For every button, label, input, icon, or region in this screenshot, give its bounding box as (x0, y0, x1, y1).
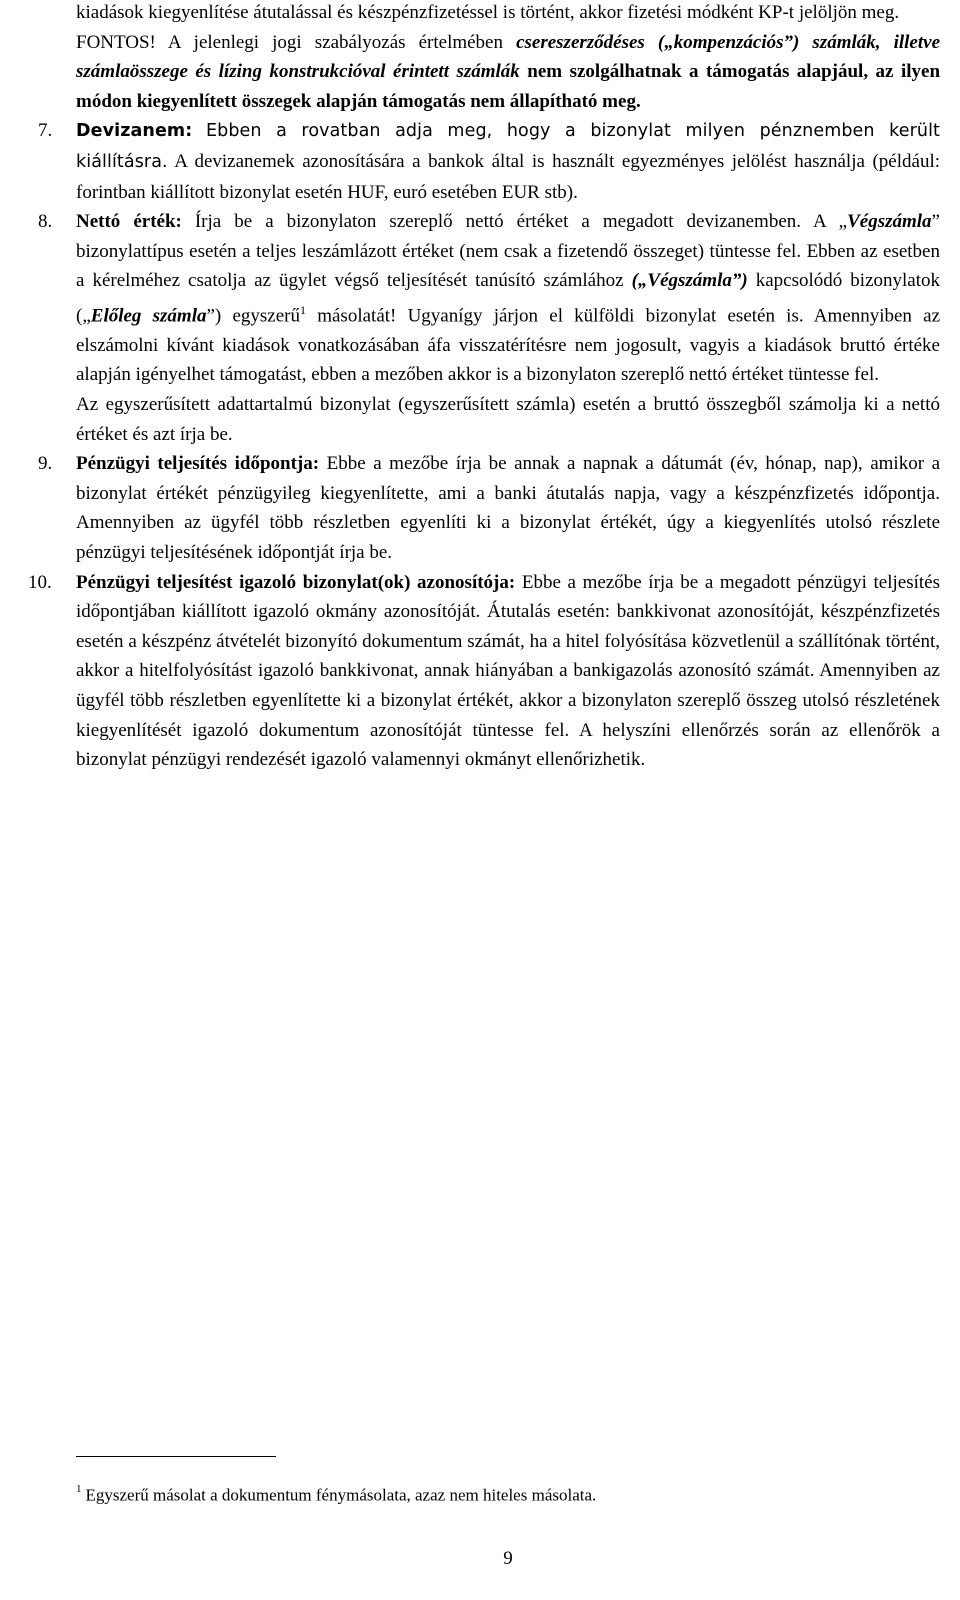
item-label: Pénzügyi teljesítést igazoló bizonylat(ok) azonosítója: (76, 571, 516, 593)
list-item-7 (38, 116, 941, 207)
fontos-paragraph (76, 28, 940, 117)
footnote-ref: 1 (300, 302, 306, 317)
item-italic-eloleg: Előleg számla (90, 305, 207, 327)
intro-line: kiadások kiegyenlítése átutalással és készpénzfizetéssel is történt, akkor fizetési módként KP-t jelöljön meg. (76, 2, 900, 23)
item-label: Nettó érték: (76, 211, 182, 233)
item-text-a: Írja be a bizonylaton szereplő nettó értéket a megadott devizanemben. A „ (194, 211, 848, 233)
page-number: 9 (503, 1548, 513, 1569)
item-number: 7. (38, 120, 53, 142)
item-text-sans: Ebben a rovatban adja meg, hogy a bizonylat milyen pénznemben került kiállításra. (76, 121, 940, 172)
item-text-d: ”) egyszerű (206, 305, 300, 327)
item-text-e: másolatát! Ugyanígy járjon el külföldi bizonylat esetén is. Amennyiben az elszámolni kívánt kiadások vonatkozásában áfa visszatérítésre nem jogosult, vagyis a kiadások bruttó értéke alapján igényelhet támogatást, ebben a mezőben akkor is a bizonylaton szereplő nettó értéket tüntesse fel. (76, 305, 940, 386)
fontos-text: A jelenlegi jogi szabályozás értelmében (167, 31, 503, 53)
fontos-italic: csereszerződéses („kompenzációs”) számlák, illetve számlaösszege és lízing konstrukcióval érintett számlák (76, 31, 940, 83)
item-text-c: kapcsolódó bizonylatok („ (76, 270, 941, 327)
item-text-f: Az egyszerűsített adattartalmú bizonylat (egyszerűsített számla) esetén a bruttó összegből számolja ki a nettó értéket és azt írja be. (76, 394, 940, 445)
footnote-divider (76, 1456, 276, 1457)
item-italic-vegszamla-paren: („Végszámla”) (631, 270, 748, 292)
fontos-label: FONTOS! (76, 31, 156, 53)
item-number: 9. (38, 453, 53, 475)
list-item-10 (28, 568, 940, 775)
footnote (76, 1480, 596, 1507)
list-item-9 (38, 449, 940, 567)
item-italic-vegszamla: Végszámla (847, 211, 932, 233)
item-text: Ebbe a mezőbe írja be a megadott pénzügyi teljesítés időpontjában kiállított igazoló okmány azonosítóját. Átutalás esetén: bankkivonat azonosítóját, készpénzfizetés esetén a készpénz átvételét bizonyító dokumentum számát, ha a hitel folyósítása közvetlenül a szállítónak történt, akkor a hitelfolyósítást igazoló bankkivonat, annak hiányában a bankigazolás azonosító számát. Amennyiben az ügyfél több részletben egyenlítette ki a bizonylat értékét, akkor a bizonylaton szereplő összeg utolsó részletének kiegyenlítését igazoló dokumentum azonosítóját tüntesse fel. A helyszíni ellenőrzés során az ellenőrök a bizonylat pénzügyi rendezését igazoló valamennyi okmányt ellenőrizhetik. (76, 571, 940, 771)
intro-paragraph (76, 0, 940, 28)
fontos-bold: nem szolgálhatnak a támogatás alapjául, az ilyen módon kiegyenlített összegek alapján támogatás nem állapítható meg. (76, 61, 941, 112)
footnote-text: Egyszerű másolat a dokumentum fénymásolata, azaz nem hiteles másolata. (85, 1485, 597, 1505)
item-number: 8. (38, 211, 53, 233)
item-number: 10. (28, 571, 52, 593)
item-label: Devizanem: (76, 121, 193, 142)
item-text: Ebbe a mezőbe írja be annak a napnak a dátumát (év, hónap, nap), amikor a bizonylat értékét pénzügyileg kiegyenlítette, ami a banki átutalás napja, vagy a készpénzfizetés időpontja. Amennyiben az ügyfél több részletben egyenlíti ki a bizonylat értékét, úgy a kiegyenlítés utolsó részlete pénzügyi teljesítésének időpontját írja be. (76, 453, 940, 564)
footnote-mark: 1 (76, 1483, 82, 1495)
item-text-b: ” bizonylattípus esetén a teljes leszámlázott értéket (nem csak a fizetendő összeget) tüntesse fel. Ebben az esetben a kérelméhez csatolja az ügylet végső teljesítését tanúsító számlához (76, 211, 940, 292)
list-item-8 (38, 207, 941, 449)
item-text: A devizanemek azonosítására a bankok által is használt egyezményes jelölést használja (például: forintban kiállított bizonylat esetén HUF, euró esetében EUR stb). (76, 150, 941, 203)
document-page (28, 0, 941, 1569)
item-label: Pénzügyi teljesítés időpontja: (76, 453, 320, 475)
